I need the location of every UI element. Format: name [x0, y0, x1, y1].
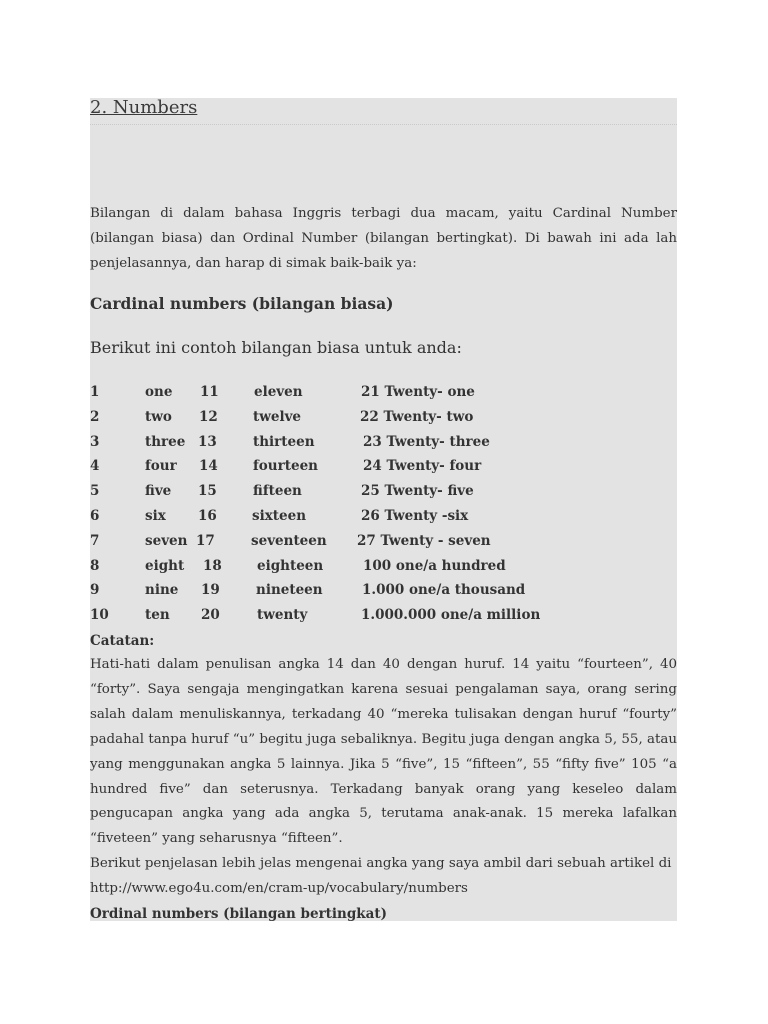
number-digit: 3 — [90, 433, 100, 450]
number-word: nineteen — [256, 582, 323, 599]
number-word: five — [145, 483, 172, 500]
ordinal-heading: Ordinal numbers (bilangan bertingkat) — [90, 906, 388, 922]
number-word: three — [145, 433, 186, 450]
number-word: one — [145, 384, 173, 400]
number-word: nine — [145, 582, 179, 599]
number-digit: 8 — [90, 557, 100, 574]
number-word: eight — [145, 557, 185, 574]
number-word: seventeen — [251, 532, 327, 549]
number-entry: 1.000 one/a thousand — [362, 582, 526, 599]
title-divider — [90, 124, 677, 125]
number-digit: 15 — [198, 483, 217, 500]
number-digit: 2 — [90, 408, 100, 425]
number-word: six — [145, 507, 166, 524]
number-digit: 4 — [90, 458, 100, 475]
number-digit: 18 — [203, 557, 222, 574]
number-word: two — [145, 408, 172, 425]
number-word: eighteen — [257, 557, 324, 574]
section-title: 2. Numbers — [90, 97, 198, 118]
number-entry: 25 Twenty- five — [361, 483, 474, 500]
number-entry: 26 Twenty -six — [361, 507, 469, 524]
number-digit: 16 — [198, 507, 217, 524]
number-digit: 6 — [90, 507, 100, 524]
number-digit: 5 — [90, 483, 100, 500]
number-digit: 9 — [90, 582, 100, 599]
number-word: thirteen — [253, 433, 315, 450]
more-info-text: Berikut penjelasan lebih jelas mengenai angka yang saya ambil dari sebuah artikel di — [90, 856, 672, 871]
number-digit: 14 — [199, 458, 218, 475]
number-digit: 13 — [198, 433, 217, 450]
number-entry: 24 Twenty- four — [363, 458, 482, 475]
number-entry: 21 Twenty- one — [361, 384, 475, 400]
number-entry: 1.000.000 one/a million — [361, 607, 541, 624]
number-word: twelve — [253, 408, 302, 425]
number-word: sixteen — [252, 507, 307, 524]
number-digit: 19 — [201, 582, 220, 599]
number-word: twenty — [257, 607, 308, 624]
intro-paragraph: Bilangan di dalam bahasa Inggris terbagi dua macam, yaitu Cardinal Number (bilangan biasa) dan Ordinal Number (bilangan bertingkat). Di bawah ini ada lah penjelasannya, dan harap di simak baik-baik ya: — [90, 206, 677, 271]
number-word: seven — [145, 532, 188, 549]
number-entry: 27 Twenty - seven — [357, 532, 491, 549]
number-word: eleven — [254, 384, 303, 400]
number-digit: 20 — [201, 607, 220, 624]
number-entry: 22 Twenty- two — [360, 408, 474, 425]
number-digit: 1 — [90, 384, 100, 400]
number-word: fourteen — [253, 458, 318, 475]
number-digit: 7 — [90, 532, 100, 549]
number-word: four — [145, 458, 177, 475]
more-info-paragraph — [90, 852, 677, 902]
number-entry: 100 one/a hundred — [363, 557, 506, 574]
number-digit: 11 — [200, 384, 219, 400]
number-word: ten — [145, 607, 170, 624]
cardinal-heading: Cardinal numbers (bilangan biasa) — [90, 294, 394, 313]
note-paragraph: Hati-hati dalam penulisan angka 14 dan 40 dengan huruf. 14 yaitu “fourteen”, 40 “forty”. Saya sengaja mengingatkan karena sesuai pengalaman saya, orang sering salah dalam menuliskannya, terkadang 40 “mereka tulisakan dengan huruf “fourty” padahal tanpa huruf “u” begitu juga sebaliknya. Begitu juga dengan angka 5, 55, atau yang menggunakan angka 5 lainnya. Jika 5 “five”, 15 “fifteen”, 55 “fifty five” 105 “a hundred five” dan seterusnya. Terkadang banyak orang yang keseleo dalam pengucapan angka yang ada angka 5, terutama anak-anak. 15 mereka lafalkan “fiveteen” yang seharusnya “fifteen”. — [90, 657, 677, 847]
number-entry: 23 Twenty- three — [363, 433, 490, 450]
number-word: fifteen — [253, 483, 302, 500]
source-link[interactable]: http://www.ego4u.com/en/cram-up/vocabulary/numbers — [90, 880, 468, 896]
cardinal-subheading: Berikut ini contoh bilangan biasa untuk anda: — [90, 338, 462, 357]
number-digit: 17 — [196, 532, 215, 549]
note-label: Catatan: — [90, 633, 155, 649]
number-digit: 12 — [199, 408, 218, 425]
number-digit: 10 — [90, 607, 109, 624]
